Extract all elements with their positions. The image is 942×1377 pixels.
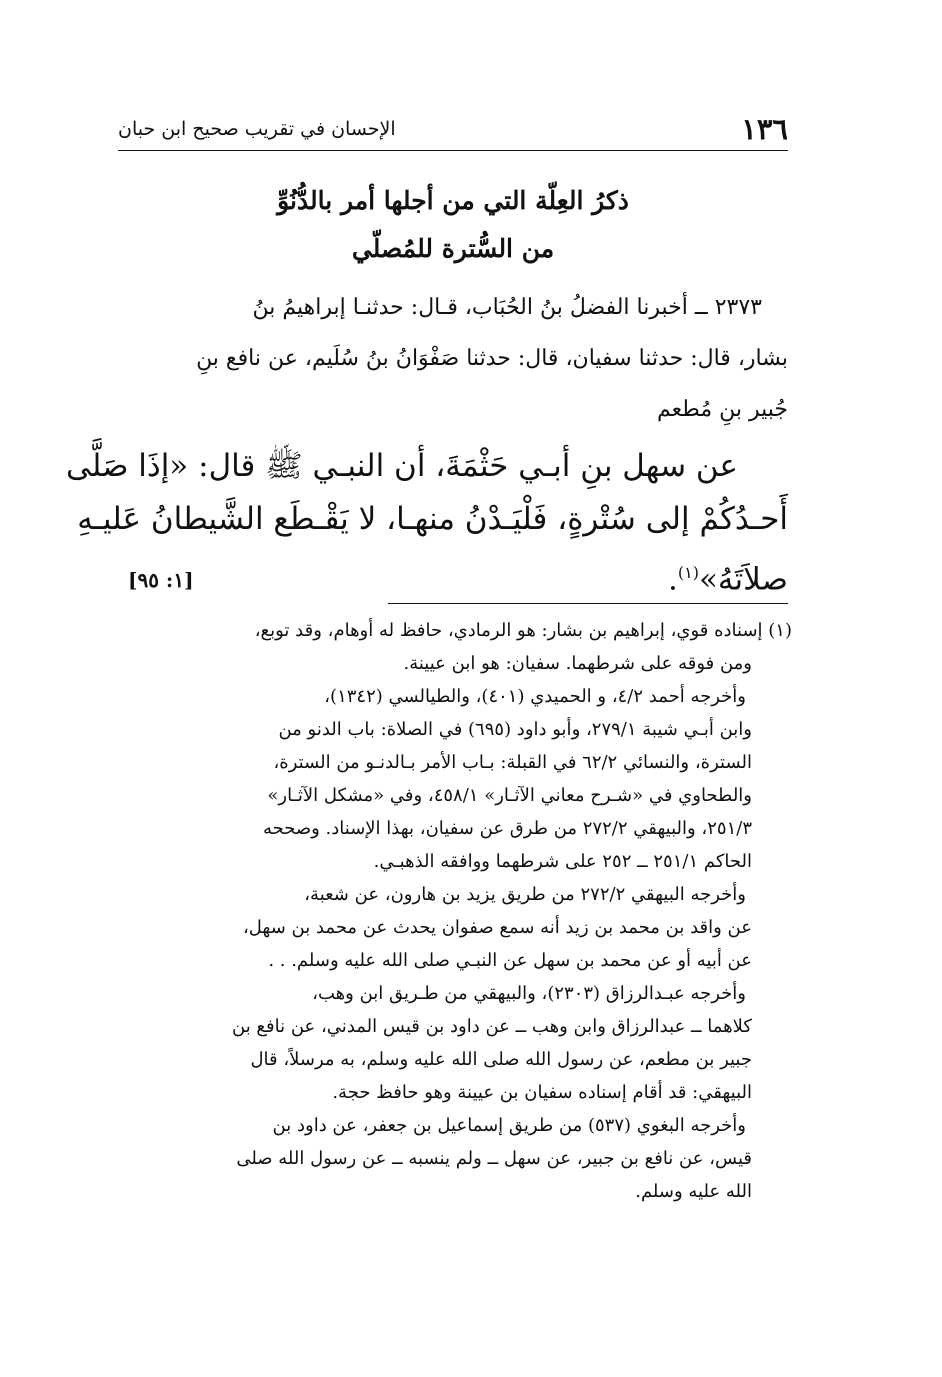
section-title-line-2: من السُّترة للمُصلّي: [351, 234, 555, 263]
footnote-line: وابن أبـي شيبة ٢٧٩/١، وأبو داود (٦٩٥) في الصلاة: باب الدنو من: [278, 719, 752, 740]
page-number: ١٣٦: [741, 112, 788, 146]
narration-line: ٢٣٧٣ ــ أخبرنا الفضلُ بنُ الحُبَاب، قـال: حدثنـا إبراهيمُ بنُ: [252, 295, 762, 320]
footnote-line: قيس، عن نافع بن جبير، عن سهل ــ ولم ينسبه ــ عن رسول الله صلى: [236, 1148, 752, 1169]
isnad-narration: [128, 282, 788, 435]
page-header: [118, 112, 788, 146]
running-title: الإحسان في تقريب صحيح ابن حبان: [118, 118, 396, 140]
footnote-line: وأخرجه عبـدالرزاق (٢٣٠٣)، والبيهقي من طـريق ابن وهب،: [312, 983, 746, 1004]
footnote-line: عن واقد بن محمد بن زيد أنه سمع صفوان يحدث عن محمد بن سهل،: [242, 917, 752, 938]
narration-line: بشار، قال: حدثنا سفيان، قال: حدثنا صَفْوَانُ بنُ سُلَيم، عن نافع بنِ: [196, 346, 788, 371]
footnote-rule: [388, 603, 788, 604]
matn-last-text: صلاَتَهُ»: [698, 561, 788, 598]
footnote-line: عن أبيه أو عن محمد بن سهل عن النبـي صلى الله عليه وسلم. . .: [268, 950, 752, 971]
footnote-line: (١) إسناده قوي، إبراهيم بن بشار: هو الرمادي، حافظ له أوهام، وقد توبع،: [254, 620, 792, 641]
footnote-line: الله عليه وسلم.: [635, 1181, 752, 1202]
footnote-line: جبير بن مطعم، عن رسول الله صلى الله عليه وسلم، به مرسلاً، قال: [250, 1049, 752, 1070]
header-rule: [118, 150, 788, 151]
matn-end-mark: .: [668, 561, 678, 598]
footnote-line: وأخرجه البغوي (٥٣٧) من طريق إسماعيل بن جعفر، عن داود بن: [272, 1115, 746, 1136]
footnote-line: كلاهما ــ عبدالرزاق وابن وهب ــ عن داود بن قيس المدني، عن نافع بن: [232, 1016, 752, 1037]
matn-line: أَحـدُكُمْ إلى سُتْرةٍ، فَلْيَـدْنُ منهـا، لا يَقْـطَع الشَّيطانُ عَليـهِ: [77, 501, 788, 537]
narration-line: جُبير بنِ مُطعم: [657, 397, 788, 422]
footnote-line: وأخرجه البيهقي ٢٧٢/٢ من طريق يزيد بن هارون، عن شعبة،: [304, 884, 746, 905]
footnote-line: ٢٥١/٣، والبيهقي ٢٧٢/٢ من طرق عن سفيان، بهذا الإسناد. وصححه: [262, 818, 752, 839]
section-title-line-1: ذكرُ العِلّة التي من أجلها أمر بالدُّنُوِّ: [277, 186, 629, 215]
matn-line: عن سهل بنِ أبـي حَثْمَةَ، أن النبـي ﷺ قال: «إذَا صَلَّى: [66, 448, 738, 484]
footnote-line: ومن فوقه على شرطهما. سفيان: هو ابن عيينة.: [403, 653, 752, 674]
footnote-line: السترة، والنسائي ٦٢/٢ في القبلة: بـاب الأمر بـالدنـو من السترة،: [273, 752, 752, 773]
footnote-line: البيهقي: قد أقام إسناده سفيان بن عيينة وهو حافظ حجة.: [332, 1082, 752, 1103]
footnote-marker[interactable]: (١): [677, 563, 699, 582]
footnote-line: الحاكم ٢٥١/١ ــ ٢٥٢ على شرطهما ووافقه الذهبـي.: [373, 851, 752, 872]
footnote-line: وأخرجه أحمد ٤/٢، و الحميدي (٤٠١)، والطيالسي (١٣٤٢)،: [324, 686, 746, 707]
footnotes: [128, 614, 792, 1208]
hadith-reference: [١: ٩٥]: [128, 568, 194, 592]
footnote-line: والطحاوي في «شـرح معاني الآثـار» ٤٥٨/١، وفي «مشكل الآثـار»: [267, 785, 752, 806]
hadith-matn: [66, 440, 788, 606]
matn-line: [128, 546, 788, 606]
